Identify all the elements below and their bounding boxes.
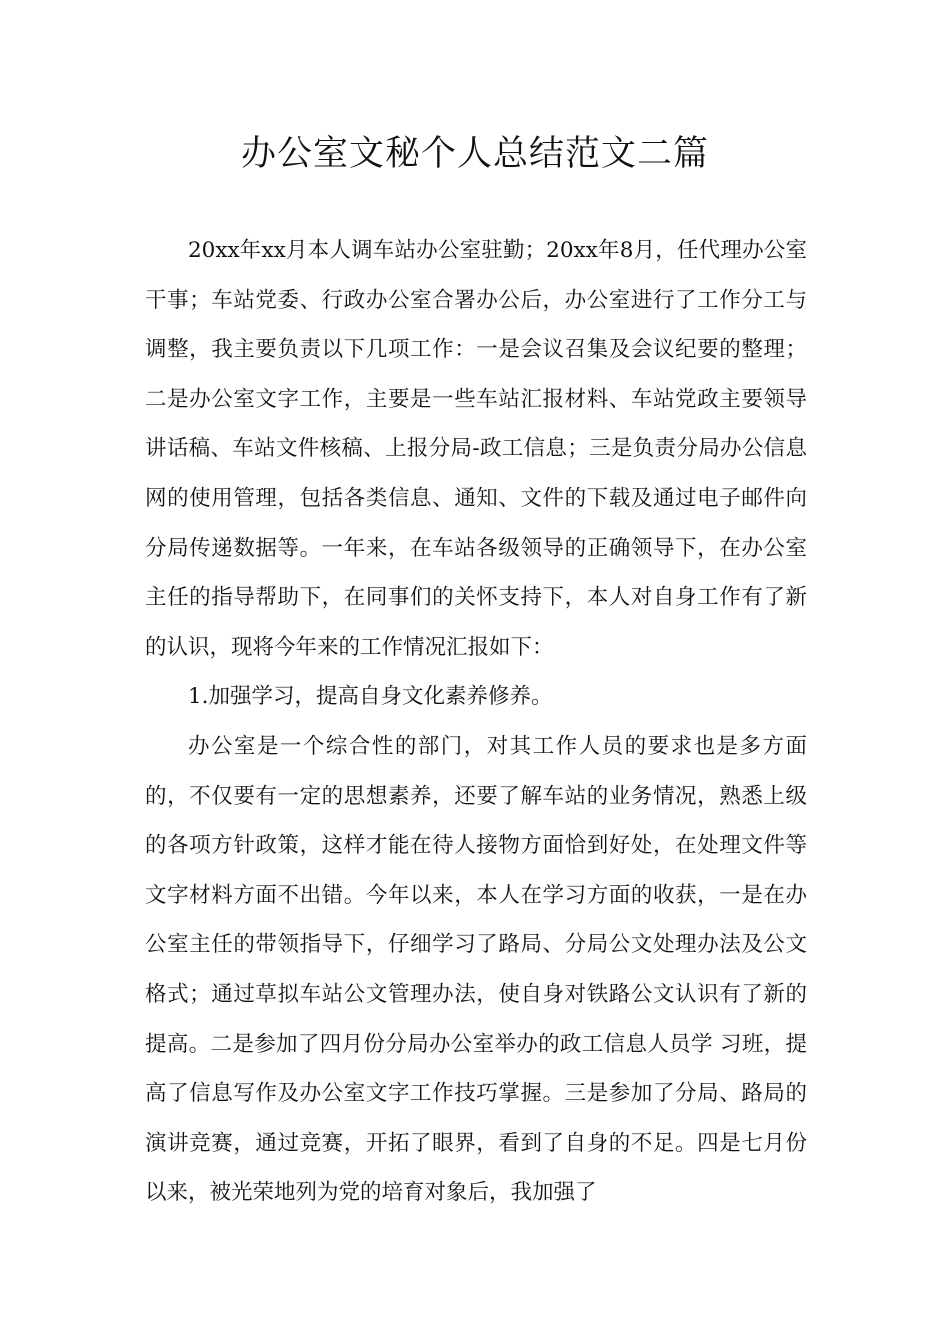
paragraph-study: 办公室是一个综合性的部门，对其工作人员的要求也是多方面的，不仅要有一定的思想素养，还要了解车站的业务情况，熟悉上级的各项方针政策，这样才能在待人接物方面恰到好处，在处理文件等文字材料方面不出错。今年以来，本人在学习方面的收获，一是在办公室主任的带领指导下，仔细学习了路局、分局公文处理办法及公文格式；通过草拟车站公文管理办法，使自身对铁路公文认识有了新的提高。二是参加了四月份分局办公室举办的政工信息人员学 习班，提高了信息写作及办公室文字工作技巧掌握。三是参加了分局、路局的演讲竞赛，通过竞赛，开拓了眼界，看到了自身的不足。四是七月份以来，被光荣地列为党的培育对象后，我加强了 xyxy=(145,733,807,1206)
paragraph-intro: 20xx年xx月本人调车站办公室驻勤；20xx年8月，任代理办公室干事；车站党委、行政办公室合署办公后，办公室进行了工作分工与调整，我主要负责以下几项工作：一是会议召集及会议纪要的整理；二是办公室文字工作，主要是一些车站汇报材料、车站党政主要领导讲话稿、车站文件核稿、上报分局-政工信息；三是负责分局办公信息网的使用管理，包括各类信息、通知、文件的下载及通过电子邮件向分局传递数据等。一年来，在车站各级领导的正确领导下，在办公室主任的指导帮助下，在同事们的关怀支持下，本人对自身工作有了新的认识，现将今年来的工作情况汇报如下： xyxy=(145,238,807,660)
document-body xyxy=(145,226,807,1218)
section-heading-1: 1.加强学习，提高自身文化素养修养。 xyxy=(188,684,553,710)
document-title: 办公室文秘个人总结范文二篇 xyxy=(240,134,709,174)
